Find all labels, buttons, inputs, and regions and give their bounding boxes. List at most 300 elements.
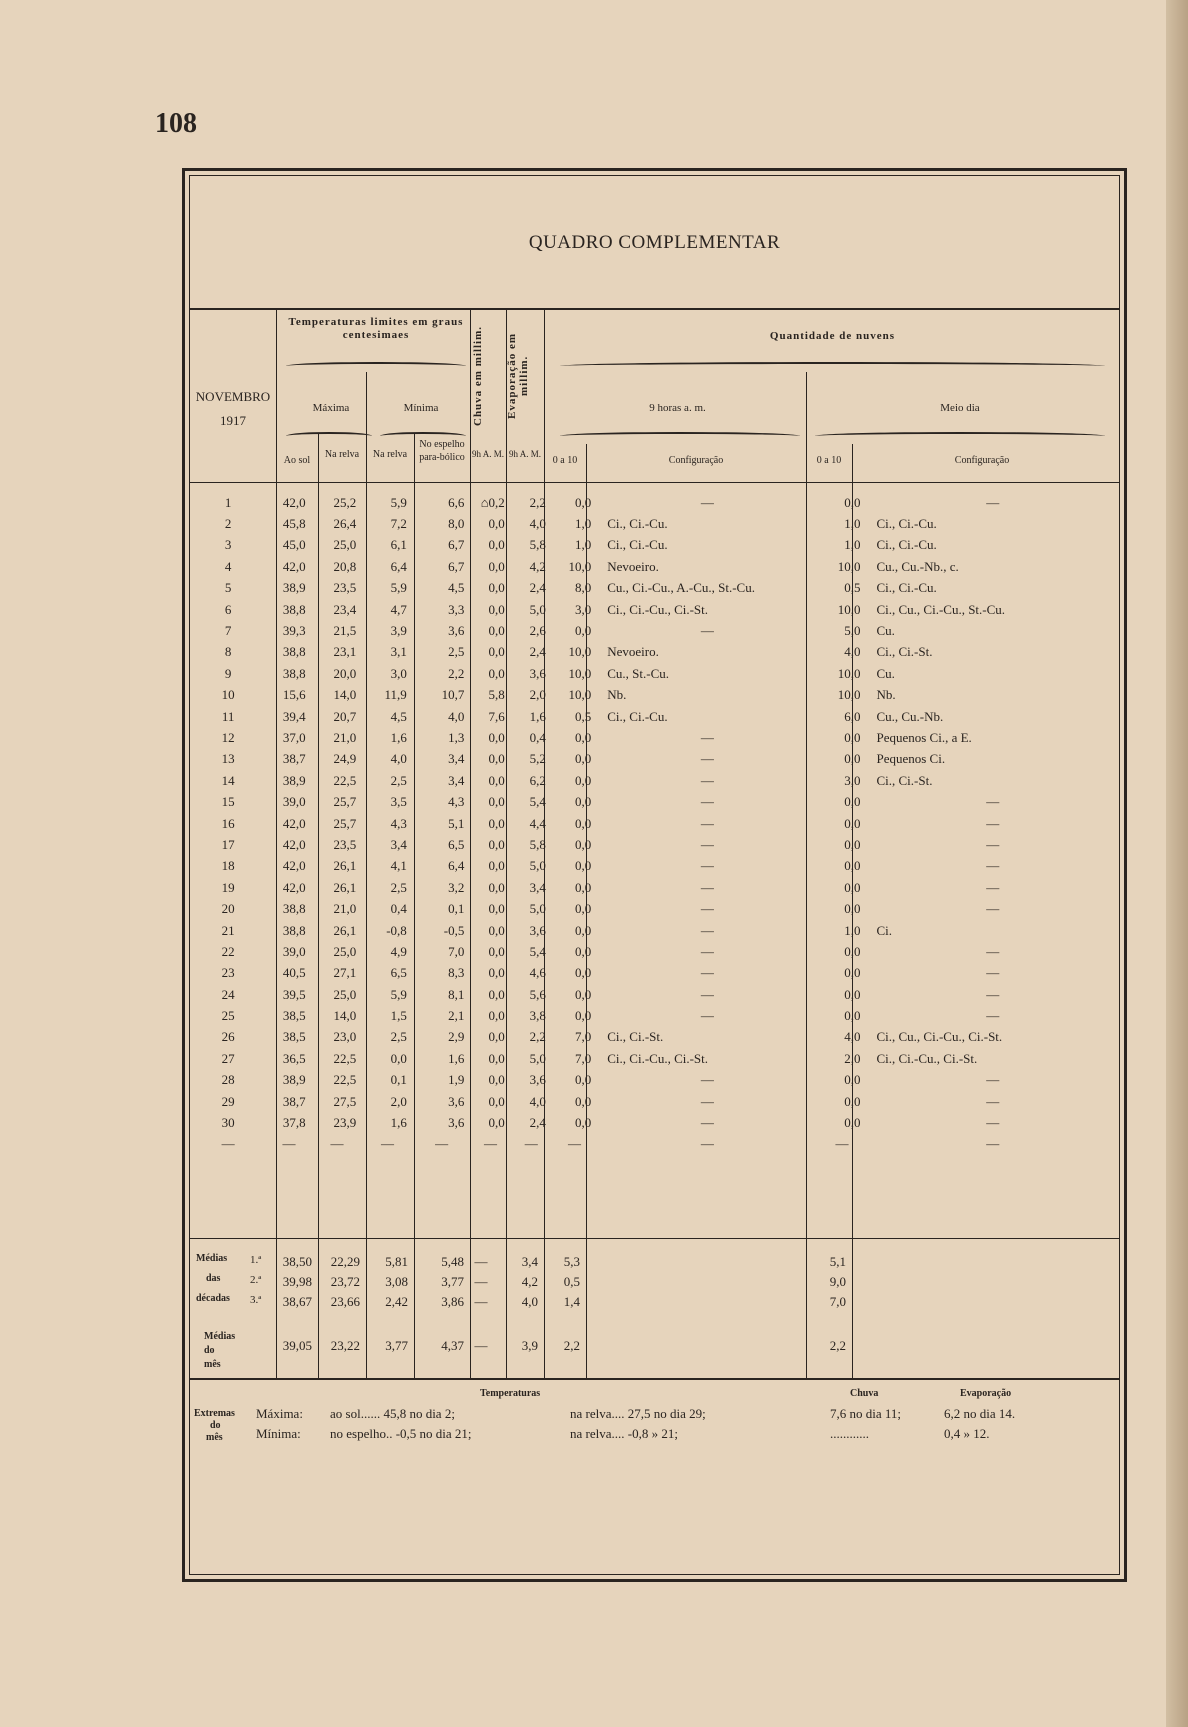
table-cell: 6,5 (448, 836, 465, 852)
table-cell: Nb. (876, 687, 896, 703)
extremes-label-b: do (210, 1420, 221, 1431)
table-cell: 1,0 (844, 537, 861, 553)
header-year: 1917 (220, 413, 246, 428)
table-cell: Ci., Ci.-St. (607, 1029, 664, 1045)
table-cell: Pequenos Ci., a E. (876, 729, 972, 745)
table-cell: 17 (221, 836, 235, 852)
table-cell: Ci., Cu., Ci.-Cu., Ci.-St. (876, 1029, 1003, 1045)
header-config-meio-dia: Configuração (954, 455, 1010, 466)
table-cell: 0,0 (488, 815, 505, 831)
table-cell: — (700, 751, 714, 767)
table-cell: 1,3 (448, 729, 465, 745)
table-cell: 3,4 (529, 879, 546, 895)
table-row (190, 1091, 1119, 1112)
header-na-relva-min: Na relva (372, 449, 408, 460)
table-cell: 2,0 (390, 1093, 407, 1109)
table-cell: 4,3 (448, 794, 465, 810)
table-cell: 2,1 (448, 1008, 465, 1024)
table-cell: 0,0 (488, 901, 505, 917)
table-row (190, 599, 1119, 620)
page-number: 108 (155, 108, 197, 139)
table-cell: 4 (224, 558, 232, 574)
header-temperature-group: Temperaturas limites em graus centesimaes (288, 316, 464, 341)
extremes-max-chuva: 7,6 no dia 11; (830, 1406, 902, 1421)
table-row (190, 963, 1119, 984)
table-cell: — (282, 1136, 296, 1152)
decade-label: 1.ª (250, 1254, 262, 1266)
table-cell: 8 (224, 644, 232, 660)
table-cell: 38,9 (282, 580, 306, 596)
table-cell: 7,6 (488, 708, 505, 724)
page-edge (1166, 0, 1188, 1727)
table-cell: 28 (221, 1072, 235, 1088)
table-cell: 4,2 (529, 558, 546, 574)
table-cell: 30 (221, 1115, 235, 1131)
table-cell: 25,7 (333, 815, 357, 831)
table-cell: 14 (221, 772, 235, 788)
header-minima: Mínima (403, 402, 439, 414)
extremes-max-sol: ao sol...... 45,8 no dia 2; (330, 1406, 455, 1421)
table-cell: 18 (221, 858, 235, 874)
maxima-brace (286, 432, 372, 440)
table-cell: 6,6 (448, 494, 465, 510)
table-cell: — (986, 494, 1000, 510)
table-cell: 7,0 (448, 943, 465, 959)
table-row (190, 556, 1119, 577)
table-cell: 22,5 (333, 1072, 357, 1088)
table-cell: — (986, 901, 1000, 917)
table-cell: 23,5 (333, 580, 357, 596)
table-cell: 5,4 (529, 943, 546, 959)
table-cell: 1,0 (575, 516, 592, 532)
table-cell: — (986, 1115, 1000, 1131)
average-value: — (474, 1294, 488, 1309)
table-cell: 0,0 (844, 965, 861, 981)
average-value: 23,22 (330, 1338, 360, 1353)
table-cell: 1,6 (390, 729, 407, 745)
table-cell: 0,0 (488, 1050, 505, 1066)
table-cell: 0,0 (488, 558, 505, 574)
table-cell: — (986, 965, 1000, 981)
table-row (190, 920, 1119, 941)
table-row (190, 791, 1119, 812)
table-cell: 0,0 (575, 986, 592, 1002)
table-cell: — (986, 858, 1000, 874)
table-cell: 2,2 (448, 665, 465, 681)
table-cell: 0,0 (488, 729, 505, 745)
table-cell: 5,6 (529, 986, 546, 1002)
table-cell: 20,8 (333, 558, 357, 574)
table-cell: 9 (224, 665, 232, 681)
table-cell: 1,5 (390, 1008, 407, 1024)
table-cell: Ci., Ci.-Cu. (876, 537, 937, 553)
table-cell: 38,8 (282, 922, 306, 938)
table-cell: 39,5 (282, 986, 306, 1002)
table-cell: 42,0 (282, 494, 306, 510)
table-cell: 0,0 (488, 879, 505, 895)
average-value: 3,9 (521, 1338, 538, 1353)
table-cell: — (524, 1136, 538, 1152)
table-cell: 8,0 (575, 580, 592, 596)
extremes-min-espelho: no espelho.. -0,5 no dia 21; (330, 1426, 472, 1441)
table-cell: 6,5 (390, 965, 407, 981)
table-cell: 24,9 (333, 751, 357, 767)
table-cell: 37,0 (282, 729, 306, 745)
table-cell: 3,4 (390, 836, 407, 852)
table-cell: 5,1 (448, 815, 465, 831)
table-cell: 3,4 (448, 751, 465, 767)
table-cell: 0,0 (844, 815, 861, 831)
table-row (190, 941, 1119, 962)
table-cell: 23,4 (333, 601, 357, 617)
table-cell: 14,0 (333, 687, 357, 703)
table-cell: 4,5 (448, 580, 465, 596)
table-cell: 26,1 (333, 922, 357, 938)
table-cell: 7,0 (575, 1050, 592, 1066)
table-row (190, 1112, 1119, 1133)
month-average-label-b: do mês (204, 1345, 221, 1370)
table-cell: 0,0 (488, 986, 505, 1002)
table-row (190, 834, 1119, 855)
table-row (190, 1134, 1119, 1155)
average-value: 4,0 (521, 1294, 538, 1309)
table-cell: — (700, 729, 714, 745)
table-row (190, 1027, 1119, 1048)
meio-dia-brace (815, 432, 1105, 440)
header-scale-meio-dia: 0 a 10 (816, 455, 842, 466)
header-month: NOVEMBRO (195, 389, 271, 404)
average-value: 23,72 (330, 1274, 360, 1289)
table-cell: 4,0 (844, 1029, 861, 1045)
header-maxima: Máxima (312, 402, 350, 414)
average-value: 22,29 (330, 1254, 360, 1269)
table-cell: 0,0 (575, 836, 592, 852)
table-cell: 4,4 (529, 815, 546, 831)
table-cell: Nevoeiro. (607, 558, 659, 574)
table-cell: 4,0 (844, 644, 861, 660)
table-cell: 6,7 (448, 558, 465, 574)
table-cell: 3,2 (448, 879, 465, 895)
table-cell: — (700, 494, 714, 510)
extremes-evaporacao: Evaporação (960, 1388, 1012, 1399)
table-row (190, 685, 1119, 706)
extremes-divider (190, 1378, 1119, 1380)
table-cell: — (484, 1136, 498, 1152)
table-cell: 3,0 (390, 665, 407, 681)
table-cell: 38,8 (282, 901, 306, 917)
average-value: 39,98 (282, 1274, 312, 1289)
table-cell: 23,1 (333, 644, 357, 660)
table-cell: Ci., Ci.-Cu. (607, 708, 668, 724)
table-cell: 3,6 (448, 1115, 465, 1131)
average-value: 5,81 (385, 1254, 408, 1269)
table-row (190, 770, 1119, 791)
table-cell: 1,0 (844, 516, 861, 532)
table-cell: 3,6 (529, 1072, 546, 1088)
table-cell: 0,0 (575, 922, 592, 938)
table-cell: 0,0 (844, 1093, 861, 1109)
table-cell: 2,5 (448, 644, 465, 660)
table-cell: Ci., Ci.-Cu. (876, 580, 937, 596)
table-cell: 4,0 (448, 708, 465, 724)
table-cell: 23 (221, 965, 235, 981)
extremes-min-evap: 0,4 » 12. (944, 1426, 990, 1441)
table-cell: 4,7 (390, 601, 407, 617)
table-cell: 8,0 (448, 516, 465, 532)
table-cell: ⌂0,2 (480, 494, 505, 510)
average-value: 39,05 (282, 1338, 312, 1353)
table-cell: 5,2 (529, 751, 546, 767)
table-cell: 3,6 (448, 623, 465, 639)
table-cell: 38,7 (282, 751, 306, 767)
table-cell: 0,0 (488, 537, 505, 553)
table-cell: 25,0 (333, 986, 357, 1002)
average-value: 5,1 (829, 1254, 846, 1269)
table-cell: 0,0 (488, 1029, 505, 1045)
average-value: 3,08 (385, 1274, 408, 1289)
table-cell: 29 (221, 1093, 235, 1109)
table-row (190, 749, 1119, 770)
table-cell: Nevoeiro. (607, 644, 659, 660)
table-cell: 5,8 (488, 687, 505, 703)
table-cell: 20,0 (333, 665, 357, 681)
table-cell: 0,0 (844, 794, 861, 810)
table-cell: 5,0 (529, 858, 546, 874)
decade-label: 2.ª (250, 1274, 262, 1286)
table-cell: 0,0 (844, 1008, 861, 1024)
table-cell: 1 (224, 494, 232, 510)
table-cell: 0,0 (844, 879, 861, 895)
table-cell: 45,0 (282, 537, 306, 553)
table-cell: 38,9 (282, 772, 306, 788)
averages-label-b: das (206, 1273, 221, 1284)
table-cell: 38,9 (282, 1072, 306, 1088)
average-value: — (474, 1274, 488, 1289)
table-cell: 5 (224, 580, 232, 596)
table-cell: 25,7 (333, 794, 357, 810)
table-cell: — (435, 1136, 449, 1152)
table-frame (182, 168, 1127, 1582)
average-value: 1,4 (563, 1294, 580, 1309)
table-cell: 2,4 (529, 580, 546, 596)
table-cell: 0,0 (488, 1072, 505, 1088)
table-cell: 7,0 (575, 1029, 592, 1045)
table-cell: 1,6 (529, 708, 546, 724)
table-cell: 16 (221, 815, 235, 831)
table-cell: 5,0 (529, 901, 546, 917)
table-cell: — (700, 1093, 714, 1109)
table-cell: 0,0 (575, 901, 592, 917)
table-cell: Ci., Cu., Ci.-Cu., St.-Cu. (876, 601, 1006, 617)
table-cell: 0,0 (844, 836, 861, 852)
table-cell: 2,4 (529, 1115, 546, 1131)
table-cell: 3,6 (529, 922, 546, 938)
table-cell: 0,0 (575, 794, 592, 810)
average-value: 3,4 (521, 1254, 538, 1269)
table-cell: 5,0 (529, 1050, 546, 1066)
table-cell: 1,9 (448, 1072, 465, 1088)
table-cell: 4,5 (390, 708, 407, 724)
table-cell: 21,0 (333, 901, 357, 917)
average-value: 0,5 (563, 1274, 580, 1289)
table-cell: 2,2 (529, 494, 546, 510)
table-cell: 39,4 (282, 708, 306, 724)
table-cell: 1,6 (448, 1050, 465, 1066)
table-cell: 10,0 (568, 558, 592, 574)
table-cell: — (221, 1136, 235, 1152)
table-cell: 0,0 (575, 1072, 592, 1088)
extremes-maxima-label: Máxima: (256, 1406, 303, 1421)
table-cell: 0,0 (488, 601, 505, 617)
table-cell: 0,0 (488, 922, 505, 938)
table-cell: 6,2 (529, 772, 546, 788)
extremes-max-evap: 6,2 no dia 14. (944, 1406, 1016, 1421)
table-cell: 10,0 (837, 665, 861, 681)
table-cell: 3,1 (390, 644, 407, 660)
table-cell: 0,1 (390, 1072, 407, 1088)
table-cell: 7 (224, 623, 232, 639)
table-cell: 10,7 (441, 687, 465, 703)
table-cell: 11 (221, 708, 235, 724)
table-cell: 2,0 (529, 687, 546, 703)
average-value: — (474, 1254, 488, 1269)
table-cell: 0,0 (488, 965, 505, 981)
table-cell: 0,0 (488, 772, 505, 788)
table-cell: Cu., Cu.-Nb., c. (876, 558, 959, 574)
table-cell: 0,0 (844, 751, 861, 767)
extremes-min-chuva: ............ (830, 1426, 869, 1441)
table-row (190, 984, 1119, 1005)
table-cell: 5,9 (390, 580, 407, 596)
table-cell: 39,0 (282, 943, 306, 959)
average-value: 38,50 (282, 1254, 312, 1269)
average-value: 3,77 (441, 1274, 464, 1289)
table-cell: — (700, 901, 714, 917)
table-cell: 0,0 (488, 1093, 505, 1109)
table-cell: 1,6 (390, 1115, 407, 1131)
average-value: 23,66 (330, 1294, 360, 1309)
extremes-temperaturas: Temperaturas (480, 1388, 541, 1399)
averages-label-c: décadas (196, 1293, 230, 1304)
table-cell: 14,0 (333, 1008, 357, 1024)
average-value: 3,86 (441, 1294, 464, 1309)
extremes-label-a: Extremas (194, 1408, 235, 1419)
table-cell: 37,8 (282, 1115, 306, 1131)
table-row (190, 663, 1119, 684)
table-cell: 15 (221, 794, 235, 810)
table-cell: 15,6 (282, 687, 306, 703)
table-cell: — (700, 623, 714, 639)
table-cell: 24 (221, 986, 235, 1002)
table-cell: 0,0 (488, 858, 505, 874)
table-cell: 21,0 (333, 729, 357, 745)
table-cell: 0,5 (844, 580, 861, 596)
table-cell: 5,4 (529, 794, 546, 810)
table-cell: 4,3 (390, 815, 407, 831)
table-cell: 42,0 (282, 879, 306, 895)
table-cell: 2,6 (529, 623, 546, 639)
table-cell: — (381, 1136, 395, 1152)
table-cell: 2,2 (529, 1029, 546, 1045)
table-cell: 23,9 (333, 1115, 357, 1131)
table-cell: 23,0 (333, 1029, 357, 1045)
table-cell: 26,4 (333, 516, 357, 532)
table-cell: 0,0 (844, 943, 861, 959)
table-cell: 6,7 (448, 537, 465, 553)
table-cell: 3,5 (390, 794, 407, 810)
table-cell: 0,0 (488, 516, 505, 532)
table-cell: — (700, 815, 714, 831)
average-value: — (474, 1338, 488, 1353)
table-cell: 40,5 (282, 965, 306, 981)
table-cell: 10,0 (568, 665, 592, 681)
table-cell: 0,0 (844, 729, 861, 745)
table-cell: 0,0 (844, 858, 861, 874)
table-cell: Cu. (876, 665, 895, 681)
decade-label: 3.ª (250, 1294, 262, 1306)
table-cell: 10,0 (837, 558, 861, 574)
table-cell: 5,8 (529, 537, 546, 553)
table-cell: Nb. (607, 687, 627, 703)
table-cell: Ci., Ci.-Cu., Ci.-St. (876, 1050, 978, 1066)
table-cell: — (568, 1136, 582, 1152)
table-cell: 27,5 (333, 1093, 357, 1109)
table-cell: Ci., Ci.-Cu., Ci.-St. (607, 1050, 709, 1066)
table-cell: 0,0 (488, 665, 505, 681)
table-cell: 0,0 (575, 729, 592, 745)
table-cell: 10,0 (837, 601, 861, 617)
table-cell: 7,2 (390, 516, 407, 532)
table-cell: 3,0 (575, 601, 592, 617)
table-cell: 3,4 (448, 772, 465, 788)
header-na-relva: Na relva (324, 449, 360, 460)
table-row (190, 727, 1119, 748)
table-cell: — (986, 794, 1000, 810)
table-cell: — (986, 879, 1000, 895)
table-cell: 42,0 (282, 558, 306, 574)
table-cell: — (986, 1072, 1000, 1088)
table-cell: 39,3 (282, 623, 306, 639)
table-row (190, 578, 1119, 599)
table-cell: 19 (221, 879, 235, 895)
table-cell: Ci., Ci.-Cu. (876, 516, 937, 532)
table-row (190, 492, 1119, 513)
average-value: 4,2 (521, 1274, 538, 1289)
averages-label-a: Médias (196, 1253, 228, 1264)
temperature-brace (286, 362, 466, 370)
table-row (190, 513, 1119, 534)
header-evap-time: 9h A. M. (508, 449, 541, 459)
table-cell: — (700, 1115, 714, 1131)
table-cell: 0,0 (488, 623, 505, 639)
table-cell: — (986, 836, 1000, 852)
table-cell: 6,4 (448, 858, 465, 874)
table-cell: 8,1 (448, 986, 465, 1002)
table-cell: 38,8 (282, 665, 306, 681)
table-cell: 2,4 (529, 644, 546, 660)
table-cell: — (700, 879, 714, 895)
table-cell: 0,0 (488, 751, 505, 767)
table-cell: Cu., St.-Cu. (607, 665, 670, 681)
extremes-minima-label: Mínima: (256, 1426, 301, 1441)
table-cell: — (700, 858, 714, 874)
table-cell: 42,0 (282, 815, 306, 831)
table-cell: 0,0 (844, 1115, 861, 1131)
title-divider (190, 308, 1119, 310)
table-cell: 6 (224, 601, 232, 617)
header-evaporacao: Evaporação em millim. (506, 333, 530, 420)
table-cell: 0,0 (575, 1093, 592, 1109)
